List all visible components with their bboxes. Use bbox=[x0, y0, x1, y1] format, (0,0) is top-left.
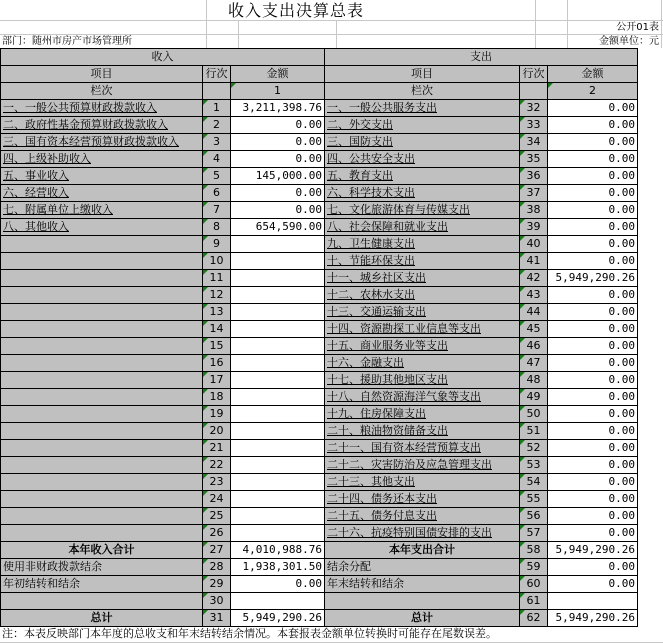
expense-rowno-cell[interactable]: 32 bbox=[520, 100, 548, 117]
expense-amount-cell[interactable]: 0.00 bbox=[548, 134, 638, 151]
income-rowno-cell[interactable]: 13 bbox=[203, 304, 231, 321]
expense-item-cell[interactable]: 十四、资源勘探工业信息等支出 bbox=[325, 321, 520, 338]
expense-col-index-rowno[interactable] bbox=[520, 83, 548, 100]
income-item-cell[interactable] bbox=[1, 491, 203, 508]
income-rowno-cell[interactable]: 25 bbox=[203, 508, 231, 525]
income-section-header[interactable]: 收入 bbox=[1, 49, 325, 66]
expense-section-header[interactable]: 支出 bbox=[325, 49, 638, 66]
expense-rowno-cell[interactable]: 60 bbox=[520, 576, 548, 593]
table-row bbox=[1, 151, 638, 168]
expense-item-cell[interactable] bbox=[325, 593, 520, 610]
income-item-cell[interactable] bbox=[1, 457, 203, 474]
table-row bbox=[1, 423, 638, 440]
income-item-cell[interactable] bbox=[1, 321, 203, 338]
table-row bbox=[1, 117, 638, 134]
expense-amount-cell[interactable]: 0.00 bbox=[548, 525, 638, 542]
expense-col-index[interactable]: 2 bbox=[548, 83, 638, 100]
income-item-cell[interactable]: 本年收入合计 bbox=[1, 542, 203, 559]
income-amount-cell[interactable]: 0.00 bbox=[231, 151, 325, 168]
table-row bbox=[1, 355, 638, 372]
table-row bbox=[1, 287, 638, 304]
table-row bbox=[1, 134, 638, 151]
income-amount-cell[interactable]: 4,010,988.76 bbox=[231, 542, 325, 559]
income-amount-cell[interactable] bbox=[231, 389, 325, 406]
expense-item-cell[interactable]: 十八、自然资源海洋气象等支出 bbox=[325, 389, 520, 406]
income-amount-cell[interactable]: 3,211,398.76 bbox=[231, 100, 325, 117]
expense-amount-cell[interactable]: 0.00 bbox=[548, 355, 638, 372]
income-rowno-cell[interactable]: 22 bbox=[203, 457, 231, 474]
income-item-cell[interactable] bbox=[1, 508, 203, 525]
income-amount-cell[interactable] bbox=[231, 423, 325, 440]
income-rowno-cell[interactable]: 14 bbox=[203, 321, 231, 338]
expense-amount-cell[interactable]: 0.00 bbox=[548, 389, 638, 406]
income-amount-cell[interactable] bbox=[231, 491, 325, 508]
income-item-cell[interactable] bbox=[1, 338, 203, 355]
income-item-cell[interactable]: 总计 bbox=[1, 610, 203, 627]
gridline bbox=[336, 20, 337, 48]
income-item-header[interactable]: 项目 bbox=[1, 66, 203, 83]
expense-amount-cell[interactable]: 0.00 bbox=[548, 117, 638, 134]
income-amount-cell[interactable] bbox=[231, 253, 325, 270]
total-row bbox=[1, 610, 638, 627]
income-rowno-cell[interactable]: 29 bbox=[203, 576, 231, 593]
income-rowno-cell[interactable]: 9 bbox=[203, 236, 231, 253]
expense-rowno-cell[interactable]: 49 bbox=[520, 389, 548, 406]
table-row bbox=[1, 474, 638, 491]
income-item-cell[interactable] bbox=[1, 389, 203, 406]
expense-item-cell[interactable]: 二十五、债务付息支出 bbox=[325, 508, 520, 525]
income-item-cell[interactable]: 年初结转和结余 bbox=[1, 576, 203, 593]
expense-amount-cell[interactable]: 5,949,290.26 bbox=[548, 610, 638, 627]
expense-amount-header[interactable]: 金额 bbox=[548, 66, 638, 83]
footnote: 注：本表反映部门本年度的总收支和年末结转结余情况。本套报表金额单位转换时可能存在尾数误差。 bbox=[0, 626, 663, 643]
expense-amount-cell[interactable]: 0.00 bbox=[548, 100, 638, 117]
income-amount-cell[interactable] bbox=[231, 593, 325, 610]
expense-item-cell[interactable]: 六、科学技术支出 bbox=[325, 185, 520, 202]
income-rowno-cell[interactable]: 12 bbox=[203, 287, 231, 304]
table-row bbox=[1, 100, 638, 117]
income-item-cell[interactable] bbox=[1, 270, 203, 287]
income-amount-cell[interactable]: 0.00 bbox=[231, 185, 325, 202]
expense-rowno-cell[interactable]: 39 bbox=[520, 219, 548, 236]
income-item-cell[interactable] bbox=[1, 253, 203, 270]
expense-rowno-cell[interactable]: 53 bbox=[520, 457, 548, 474]
income-amount-cell[interactable] bbox=[231, 304, 325, 321]
gridline bbox=[535, 0, 536, 48]
expense-rowno-cell[interactable]: 37 bbox=[520, 185, 548, 202]
income-item-cell[interactable]: 八、其他收入 bbox=[1, 219, 203, 236]
income-rowno-cell[interactable]: 30 bbox=[203, 593, 231, 610]
income-amount-cell[interactable]: 0.00 bbox=[231, 202, 325, 219]
income-rowno-cell[interactable]: 31 bbox=[203, 610, 231, 627]
income-rowno-cell[interactable]: 8 bbox=[203, 219, 231, 236]
income-amount-cell[interactable] bbox=[231, 525, 325, 542]
expense-item-cell[interactable]: 十六、金融支出 bbox=[325, 355, 520, 372]
table-row bbox=[1, 185, 638, 202]
income-item-cell[interactable] bbox=[1, 423, 203, 440]
income-rowno-cell[interactable]: 11 bbox=[203, 270, 231, 287]
expense-amount-cell[interactable]: 0.00 bbox=[548, 185, 638, 202]
income-rowno-cell[interactable]: 28 bbox=[203, 559, 231, 576]
income-item-cell[interactable]: 四、上级补助收入 bbox=[1, 151, 203, 168]
income-amount-cell[interactable] bbox=[231, 338, 325, 355]
expense-item-cell[interactable]: 一、一般公共服务支出 bbox=[325, 100, 520, 117]
income-amount-header[interactable]: 金额 bbox=[231, 66, 325, 83]
expense-rowno-cell[interactable]: 61 bbox=[520, 593, 548, 610]
income-item-cell[interactable] bbox=[1, 287, 203, 304]
expense-rowno-cell[interactable]: 57 bbox=[520, 525, 548, 542]
expense-rowno-cell[interactable]: 42 bbox=[520, 270, 548, 287]
expense-item-header[interactable]: 项目 bbox=[325, 66, 520, 83]
expense-item-cell[interactable]: 十七、援助其他地区支出 bbox=[325, 372, 520, 389]
expense-amount-cell[interactable]: 0.00 bbox=[548, 508, 638, 525]
expense-item-cell[interactable]: 十二、农林水支出 bbox=[325, 287, 520, 304]
income-amount-cell[interactable]: 5,949,290.26 bbox=[231, 610, 325, 627]
income-item-cell[interactable] bbox=[1, 593, 203, 610]
income-rowno-cell[interactable]: 7 bbox=[203, 202, 231, 219]
gridline bbox=[661, 0, 662, 48]
expense-item-cell[interactable]: 本年支出合计 bbox=[325, 542, 520, 559]
expense-amount-cell[interactable]: 0.00 bbox=[548, 491, 638, 508]
expense-item-cell[interactable]: 五、教育支出 bbox=[325, 168, 520, 185]
income-item-cell[interactable]: 五、事业收入 bbox=[1, 168, 203, 185]
income-col-index-rowno[interactable] bbox=[203, 83, 231, 100]
income-rowno-cell[interactable]: 10 bbox=[203, 253, 231, 270]
expense-rowno-cell[interactable]: 45 bbox=[520, 321, 548, 338]
expense-rowno-cell[interactable]: 51 bbox=[520, 423, 548, 440]
expense-item-cell[interactable]: 年末结转和结余 bbox=[325, 576, 520, 593]
currency-unit-label: 金额单位：元 bbox=[599, 36, 659, 47]
income-item-cell[interactable]: 一、一般公共预算财政拨款收入 bbox=[1, 100, 203, 117]
expense-rowno-cell[interactable]: 34 bbox=[520, 134, 548, 151]
expense-amount-cell[interactable]: 0.00 bbox=[548, 236, 638, 253]
income-item-cell[interactable]: 七、附属单位上缴收入 bbox=[1, 202, 203, 219]
expense-amount-cell[interactable]: 0.00 bbox=[548, 151, 638, 168]
income-rowno-cell[interactable]: 21 bbox=[203, 440, 231, 457]
table-row bbox=[1, 593, 638, 610]
income-rowno-cell[interactable]: 26 bbox=[203, 525, 231, 542]
income-amount-cell[interactable] bbox=[231, 287, 325, 304]
income-rowno-cell[interactable]: 23 bbox=[203, 474, 231, 491]
expense-amount-cell[interactable]: 0.00 bbox=[548, 168, 638, 185]
income-item-cell[interactable]: 使用非财政拨款结余 bbox=[1, 559, 203, 576]
expense-rowno-cell[interactable]: 48 bbox=[520, 372, 548, 389]
income-amount-cell[interactable]: 1,938,301.50 bbox=[231, 559, 325, 576]
expense-item-cell[interactable]: 十三、交通运输支出 bbox=[325, 304, 520, 321]
section-header-row bbox=[1, 49, 638, 66]
expense-rowno-cell[interactable]: 36 bbox=[520, 168, 548, 185]
expense-rowno-cell[interactable]: 58 bbox=[520, 542, 548, 559]
expense-rowno-cell[interactable]: 50 bbox=[520, 406, 548, 423]
income-item-cell[interactable] bbox=[1, 304, 203, 321]
table-row bbox=[1, 491, 638, 508]
table-row bbox=[1, 236, 638, 253]
expense-amount-cell[interactable]: 0.00 bbox=[548, 253, 638, 270]
expense-rowno-cell[interactable]: 47 bbox=[520, 355, 548, 372]
income-amount-cell[interactable] bbox=[231, 440, 325, 457]
table-row bbox=[1, 253, 638, 270]
table-row bbox=[1, 406, 638, 423]
expense-col-index-label[interactable]: 栏次 bbox=[325, 83, 520, 100]
income-item-cell[interactable] bbox=[1, 355, 203, 372]
expense-item-cell[interactable]: 二十四、债务还本支出 bbox=[325, 491, 520, 508]
income-rowno-cell[interactable]: 2 bbox=[203, 117, 231, 134]
income-rowno-cell[interactable]: 15 bbox=[203, 338, 231, 355]
expense-item-cell[interactable]: 二十二、灾害防治及应急管理支出 bbox=[325, 457, 520, 474]
table-row bbox=[1, 372, 638, 389]
form-number: 公开01表 bbox=[616, 22, 659, 33]
income-rowno-cell[interactable]: 24 bbox=[203, 491, 231, 508]
expense-item-cell[interactable]: 二、外交支出 bbox=[325, 117, 520, 134]
expense-item-cell[interactable]: 八、社会保障和就业支出 bbox=[325, 219, 520, 236]
expense-item-cell[interactable]: 四、公共安全支出 bbox=[325, 151, 520, 168]
income-rowno-cell[interactable]: 16 bbox=[203, 355, 231, 372]
income-rowno-header[interactable]: 行次 bbox=[203, 66, 231, 83]
table-row bbox=[1, 304, 638, 321]
income-rowno-cell[interactable]: 18 bbox=[203, 389, 231, 406]
income-item-cell[interactable] bbox=[1, 525, 203, 542]
expense-rowno-cell[interactable]: 44 bbox=[520, 304, 548, 321]
expense-item-cell[interactable]: 二十六、抗疫特别国债安排的支出 bbox=[325, 525, 520, 542]
income-rowno-cell[interactable]: 3 bbox=[203, 134, 231, 151]
expense-amount-cell[interactable]: 0.00 bbox=[548, 219, 638, 236]
income-rowno-cell[interactable]: 6 bbox=[203, 185, 231, 202]
income-amount-cell[interactable]: 145,000.00 bbox=[231, 168, 325, 185]
expense-item-cell[interactable]: 二十一、国有资本经营预算支出 bbox=[325, 440, 520, 457]
income-amount-cell[interactable] bbox=[231, 270, 325, 287]
income-amount-cell[interactable] bbox=[231, 406, 325, 423]
income-expense-table bbox=[0, 48, 638, 627]
expense-rowno-cell[interactable]: 33 bbox=[520, 117, 548, 134]
income-amount-cell[interactable]: 654,590.00 bbox=[231, 219, 325, 236]
income-amount-cell[interactable] bbox=[231, 457, 325, 474]
expense-rowno-cell[interactable]: 41 bbox=[520, 253, 548, 270]
income-amount-cell[interactable]: 0.00 bbox=[231, 117, 325, 134]
expense-rowno-cell[interactable]: 54 bbox=[520, 474, 548, 491]
expense-item-cell[interactable]: 总计 bbox=[325, 610, 520, 627]
table-row bbox=[1, 508, 638, 525]
income-item-cell[interactable] bbox=[1, 406, 203, 423]
expense-rowno-cell[interactable]: 59 bbox=[520, 559, 548, 576]
expense-amount-cell[interactable] bbox=[548, 593, 638, 610]
expense-amount-cell[interactable]: 0.00 bbox=[548, 440, 638, 457]
expense-item-cell[interactable]: 九、卫生健康支出 bbox=[325, 236, 520, 253]
expense-rowno-cell[interactable]: 56 bbox=[520, 508, 548, 525]
expense-amount-cell[interactable]: 0.00 bbox=[548, 287, 638, 304]
income-rowno-cell[interactable]: 20 bbox=[203, 423, 231, 440]
column-index-row bbox=[1, 83, 638, 100]
income-col-index-label[interactable]: 栏次 bbox=[1, 83, 203, 100]
expense-rowno-cell[interactable]: 46 bbox=[520, 338, 548, 355]
table-row bbox=[1, 559, 638, 576]
expense-rowno-cell[interactable]: 55 bbox=[520, 491, 548, 508]
table-row bbox=[1, 338, 638, 355]
income-item-cell[interactable]: 三、国有资本经营预算财政拨款收入 bbox=[1, 134, 203, 151]
expense-amount-cell[interactable]: 0.00 bbox=[548, 321, 638, 338]
expense-item-cell[interactable]: 十、节能环保支出 bbox=[325, 253, 520, 270]
table-row bbox=[1, 168, 638, 185]
income-item-cell[interactable] bbox=[1, 372, 203, 389]
income-item-cell[interactable]: 二、政府性基金预算财政拨款收入 bbox=[1, 117, 203, 134]
table-row bbox=[1, 576, 638, 593]
expense-amount-cell[interactable]: 0.00 bbox=[548, 406, 638, 423]
expense-item-cell[interactable]: 结余分配 bbox=[325, 559, 520, 576]
table-row bbox=[1, 321, 638, 338]
income-rowno-cell[interactable]: 17 bbox=[203, 372, 231, 389]
expense-amount-cell[interactable]: 5,949,290.26 bbox=[548, 542, 638, 559]
expense-rowno-cell[interactable]: 52 bbox=[520, 440, 548, 457]
expense-amount-cell[interactable]: 0.00 bbox=[548, 372, 638, 389]
income-amount-cell[interactable]: 0.00 bbox=[231, 576, 325, 593]
income-amount-cell[interactable] bbox=[231, 474, 325, 491]
income-amount-cell[interactable] bbox=[231, 321, 325, 338]
income-rowno-cell[interactable]: 27 bbox=[203, 542, 231, 559]
income-amount-cell[interactable]: 0.00 bbox=[231, 134, 325, 151]
expense-item-cell[interactable]: 二十、粮油物资储备支出 bbox=[325, 423, 520, 440]
income-rowno-cell[interactable]: 5 bbox=[203, 168, 231, 185]
report-title: 收入支出决算总表 bbox=[227, 1, 364, 20]
income-col-index[interactable]: 1 bbox=[231, 83, 325, 100]
income-rowno-cell[interactable]: 4 bbox=[203, 151, 231, 168]
income-rowno-cell[interactable]: 1 bbox=[203, 100, 231, 117]
department-label: 部门：随州市房产市场管理所 bbox=[2, 36, 132, 47]
gridline bbox=[238, 20, 239, 48]
expense-item-cell[interactable]: 七、文化旅游体育与传媒支出 bbox=[325, 202, 520, 219]
expense-amount-cell[interactable]: 0.00 bbox=[548, 304, 638, 321]
table-row bbox=[1, 219, 638, 236]
table-row bbox=[1, 525, 638, 542]
expense-rowno-header[interactable]: 行次 bbox=[520, 66, 548, 83]
expense-item-cell[interactable]: 十九、住房保障支出 bbox=[325, 406, 520, 423]
expense-rowno-cell[interactable]: 62 bbox=[520, 610, 548, 627]
table-row bbox=[1, 389, 638, 406]
income-amount-cell[interactable] bbox=[231, 355, 325, 372]
expense-amount-cell[interactable]: 0.00 bbox=[548, 576, 638, 593]
table-row bbox=[1, 202, 638, 219]
expense-amount-cell[interactable]: 0.00 bbox=[548, 457, 638, 474]
gridline bbox=[567, 0, 568, 48]
expense-amount-cell[interactable]: 0.00 bbox=[548, 338, 638, 355]
expense-item-cell[interactable]: 二十三、其他支出 bbox=[325, 474, 520, 491]
income-amount-cell[interactable] bbox=[231, 508, 325, 525]
expense-item-cell[interactable]: 三、国防支出 bbox=[325, 134, 520, 151]
expense-rowno-cell[interactable]: 40 bbox=[520, 236, 548, 253]
table-row bbox=[1, 440, 638, 457]
income-item-cell[interactable] bbox=[1, 474, 203, 491]
total-row bbox=[1, 542, 638, 559]
expense-amount-cell[interactable]: 0.00 bbox=[548, 423, 638, 440]
expense-amount-cell[interactable]: 0.00 bbox=[548, 559, 638, 576]
column-header-row bbox=[1, 66, 638, 83]
expense-rowno-cell[interactable]: 38 bbox=[520, 202, 548, 219]
expense-rowno-cell[interactable]: 35 bbox=[520, 151, 548, 168]
expense-amount-cell[interactable]: 0.00 bbox=[548, 202, 638, 219]
expense-amount-cell[interactable]: 5,949,290.26 bbox=[548, 270, 638, 287]
expense-rowno-cell[interactable]: 43 bbox=[520, 287, 548, 304]
income-item-cell[interactable] bbox=[1, 440, 203, 457]
table-row bbox=[1, 457, 638, 474]
income-amount-cell[interactable] bbox=[231, 236, 325, 253]
expense-item-cell[interactable]: 十一、城乡社区支出 bbox=[325, 270, 520, 287]
income-item-cell[interactable]: 六、经营收入 bbox=[1, 185, 203, 202]
income-amount-cell[interactable] bbox=[231, 372, 325, 389]
income-item-cell[interactable] bbox=[1, 236, 203, 253]
table-row bbox=[1, 270, 638, 287]
expense-item-cell[interactable]: 十五、商业服务业等支出 bbox=[325, 338, 520, 355]
expense-amount-cell[interactable]: 0.00 bbox=[548, 474, 638, 491]
income-rowno-cell[interactable]: 19 bbox=[203, 406, 231, 423]
